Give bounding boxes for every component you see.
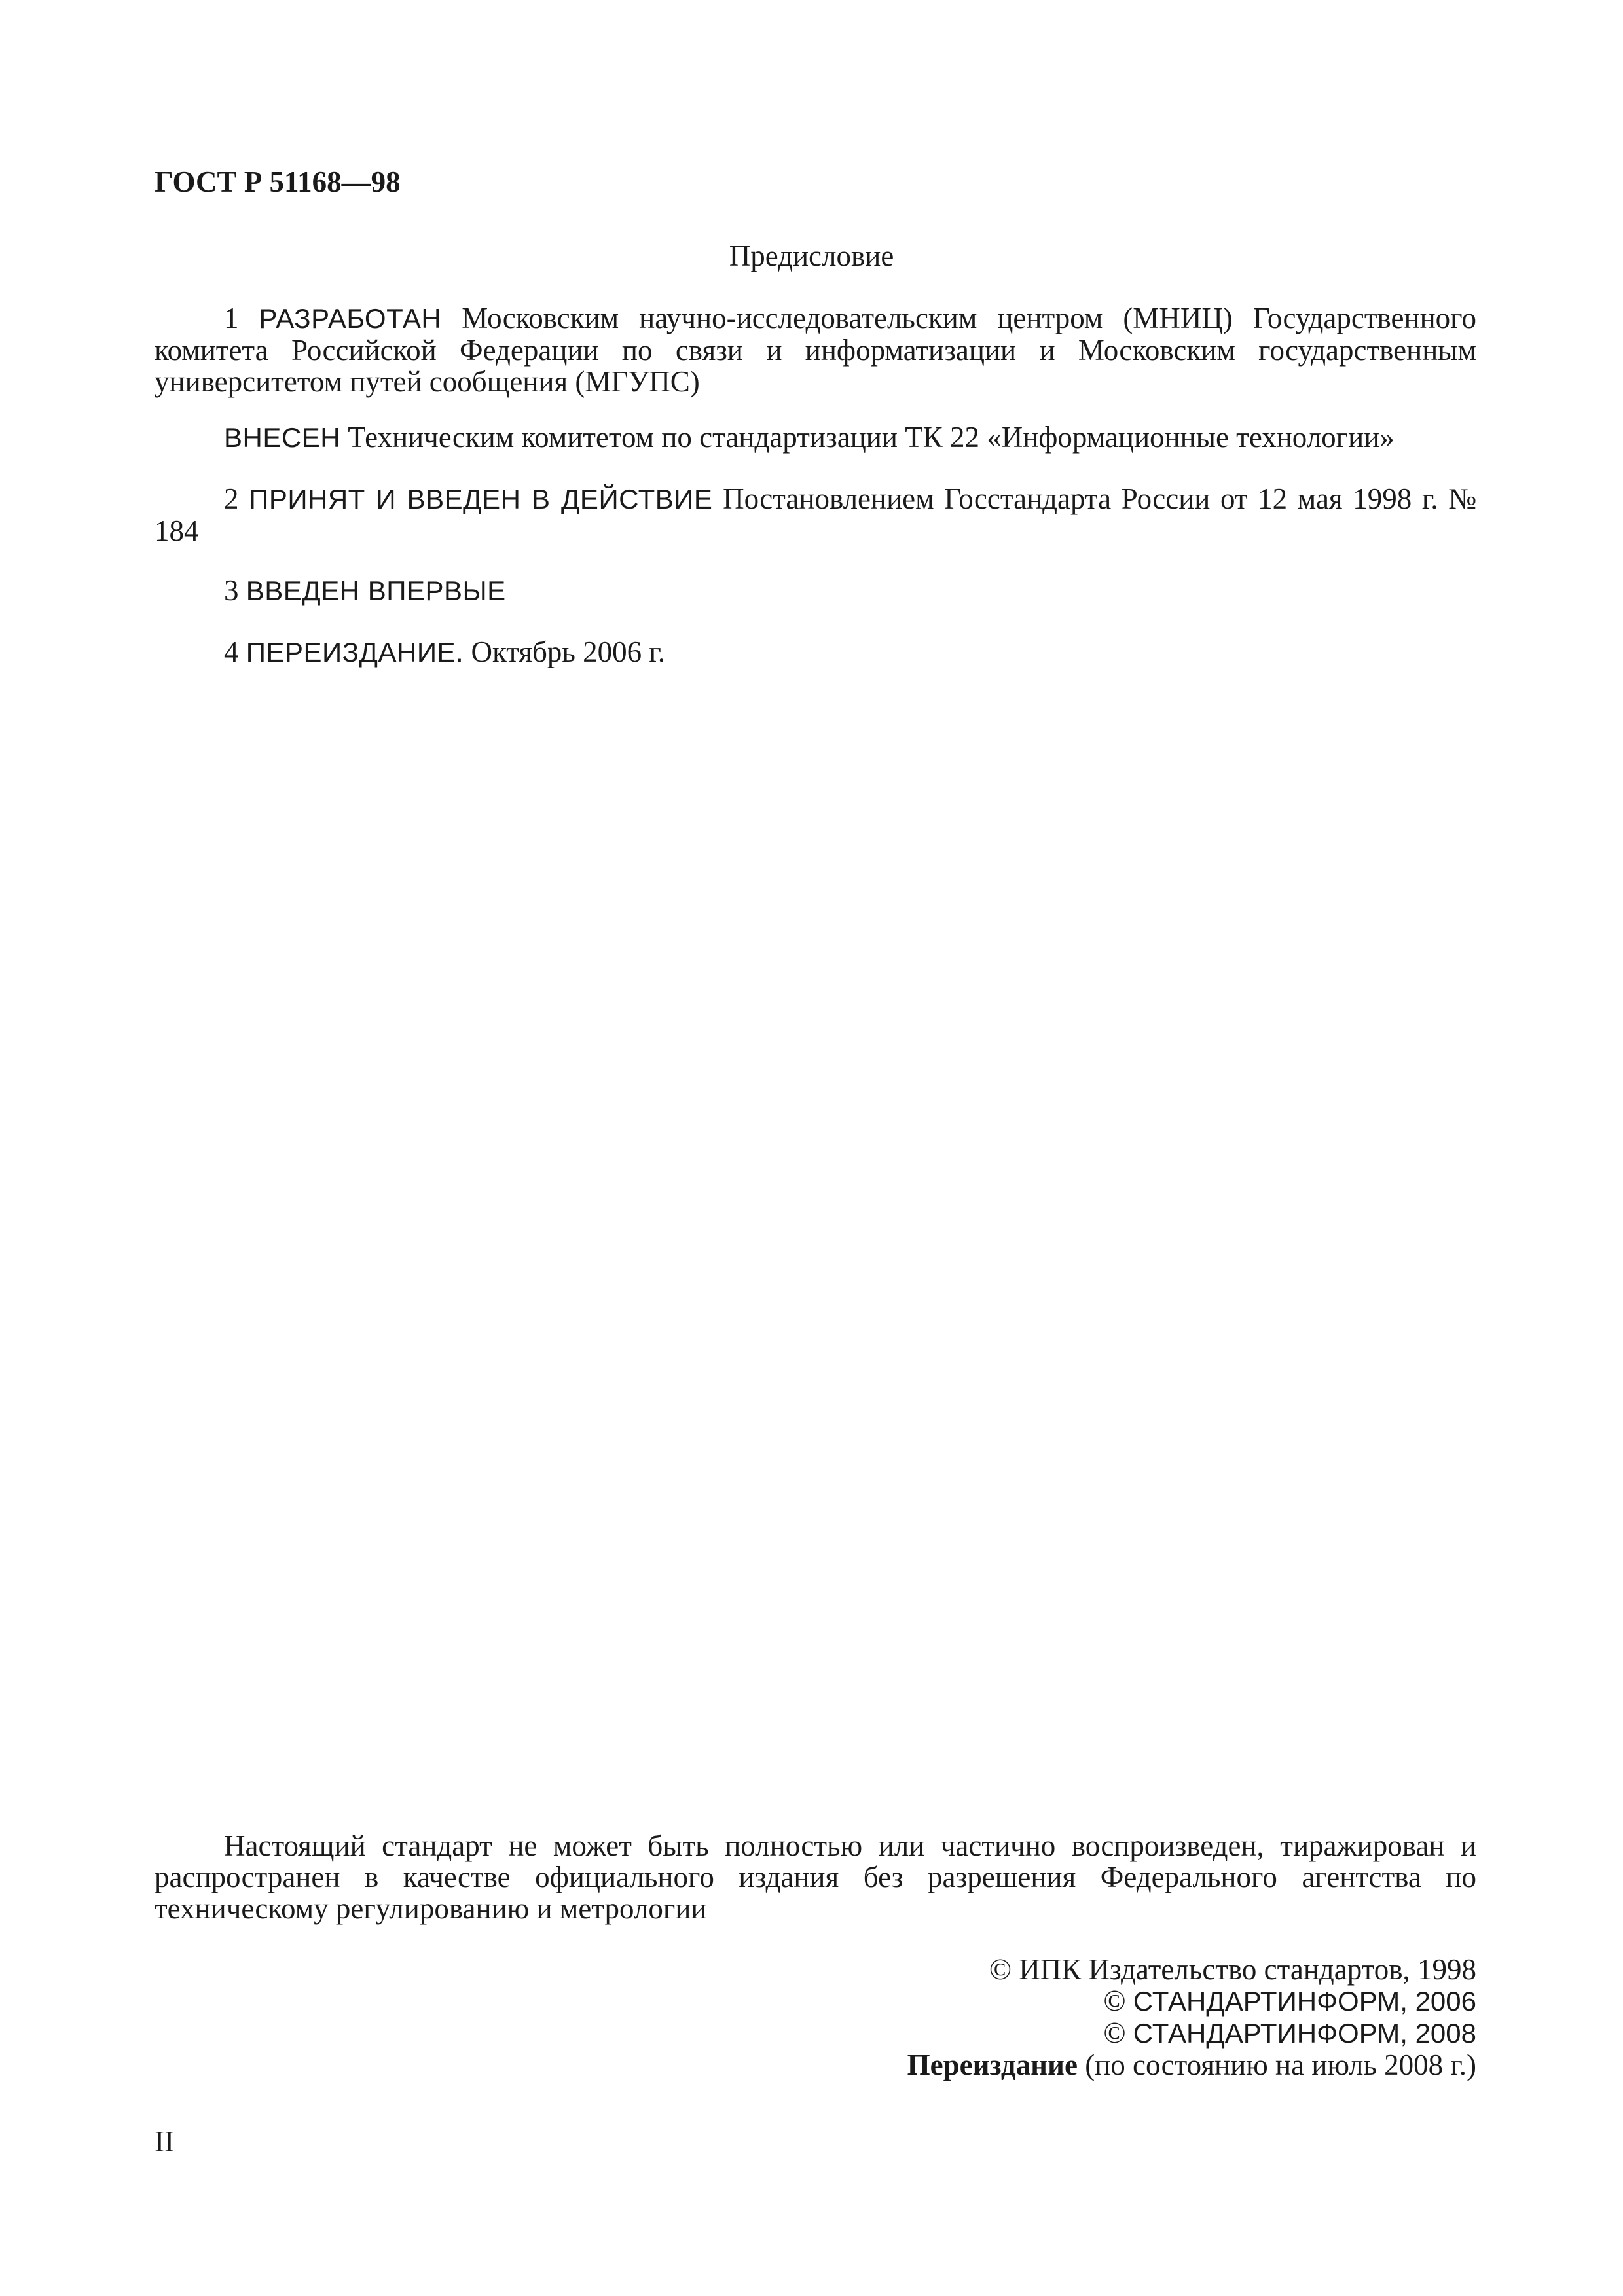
reproduction-notice — [155, 1830, 1476, 1924]
section-title: Предисловие — [729, 240, 894, 272]
paragraph-introduced-by — [155, 422, 1476, 454]
paragraph-text: Октябрь 2006 г. — [471, 636, 666, 668]
copyright-symbol: © — [1103, 1984, 1126, 2017]
paragraph-heading: ПЕРЕИЗДАНИЕ. — [246, 637, 464, 668]
paragraph-reissue — [155, 636, 1476, 668]
paragraph-adopted — [155, 483, 1476, 547]
paragraph-heading: РАЗРАБОТАН — [259, 303, 442, 334]
paragraph-number: 4 — [224, 636, 239, 668]
copyright-holder: СТАНДАРТИНФОРМ, 2008 — [1133, 2018, 1476, 2049]
paragraph-heading: ПРИНЯТ И ВВЕДЕН В ДЕЙСТВИЕ — [249, 484, 713, 514]
reissue-label: Переиздание — [907, 2049, 1078, 2081]
notice-text: Настоящий стандарт не может быть полностью или частично воспроизведен, тиражирован и распространен в качестве официального издания без разрешения Федерального агентства по техническому регулированию и метрологии — [155, 1829, 1476, 1925]
paragraph-text: Постановлением Госстандарта России от 12 мая 1998 г. № 184 — [155, 482, 1477, 547]
paragraph-heading: ВНЕСЕН — [224, 422, 341, 453]
paragraph-heading: ВВЕДЕН ВПЕРВЫЕ — [246, 575, 506, 606]
paragraph-text: Техническим комитетом по стандартизации ТК 22 «Информационные технологии» — [348, 421, 1395, 454]
reissue-line — [907, 2049, 1476, 2081]
paragraph-text: Московским научно-исследовательским центром (МНИЦ) Государственного комитета Российской Федерации по связи и информатизации и Московским государственным университетом путей сообщения (МГУПС) — [155, 302, 1476, 398]
copyright-line-1: © ИПК Издательство стандартов, 1998 — [989, 1953, 1476, 1986]
copyright-line-2 — [907, 1985, 1476, 2017]
document-id: ГОСТ Р 51168—98 — [155, 166, 401, 198]
paragraph-first-introduced — [155, 575, 1476, 607]
paragraph-number: 3 — [224, 574, 239, 607]
paragraph-number: 2 — [224, 482, 239, 515]
copyright-block — [907, 1954, 1476, 2081]
copyright-line-3 — [907, 2017, 1476, 2049]
copyright-symbol: © — [1103, 2017, 1126, 2049]
page-number: II — [155, 2125, 174, 2158]
paragraph-developed-by — [155, 302, 1476, 397]
copyright-holder: СТАНДАРТИНФОРМ, 2006 — [1133, 1986, 1476, 2017]
reissue-date: (по состоянию на июль 2008 г.) — [1085, 2049, 1476, 2081]
paragraph-number: 1 — [224, 302, 239, 334]
